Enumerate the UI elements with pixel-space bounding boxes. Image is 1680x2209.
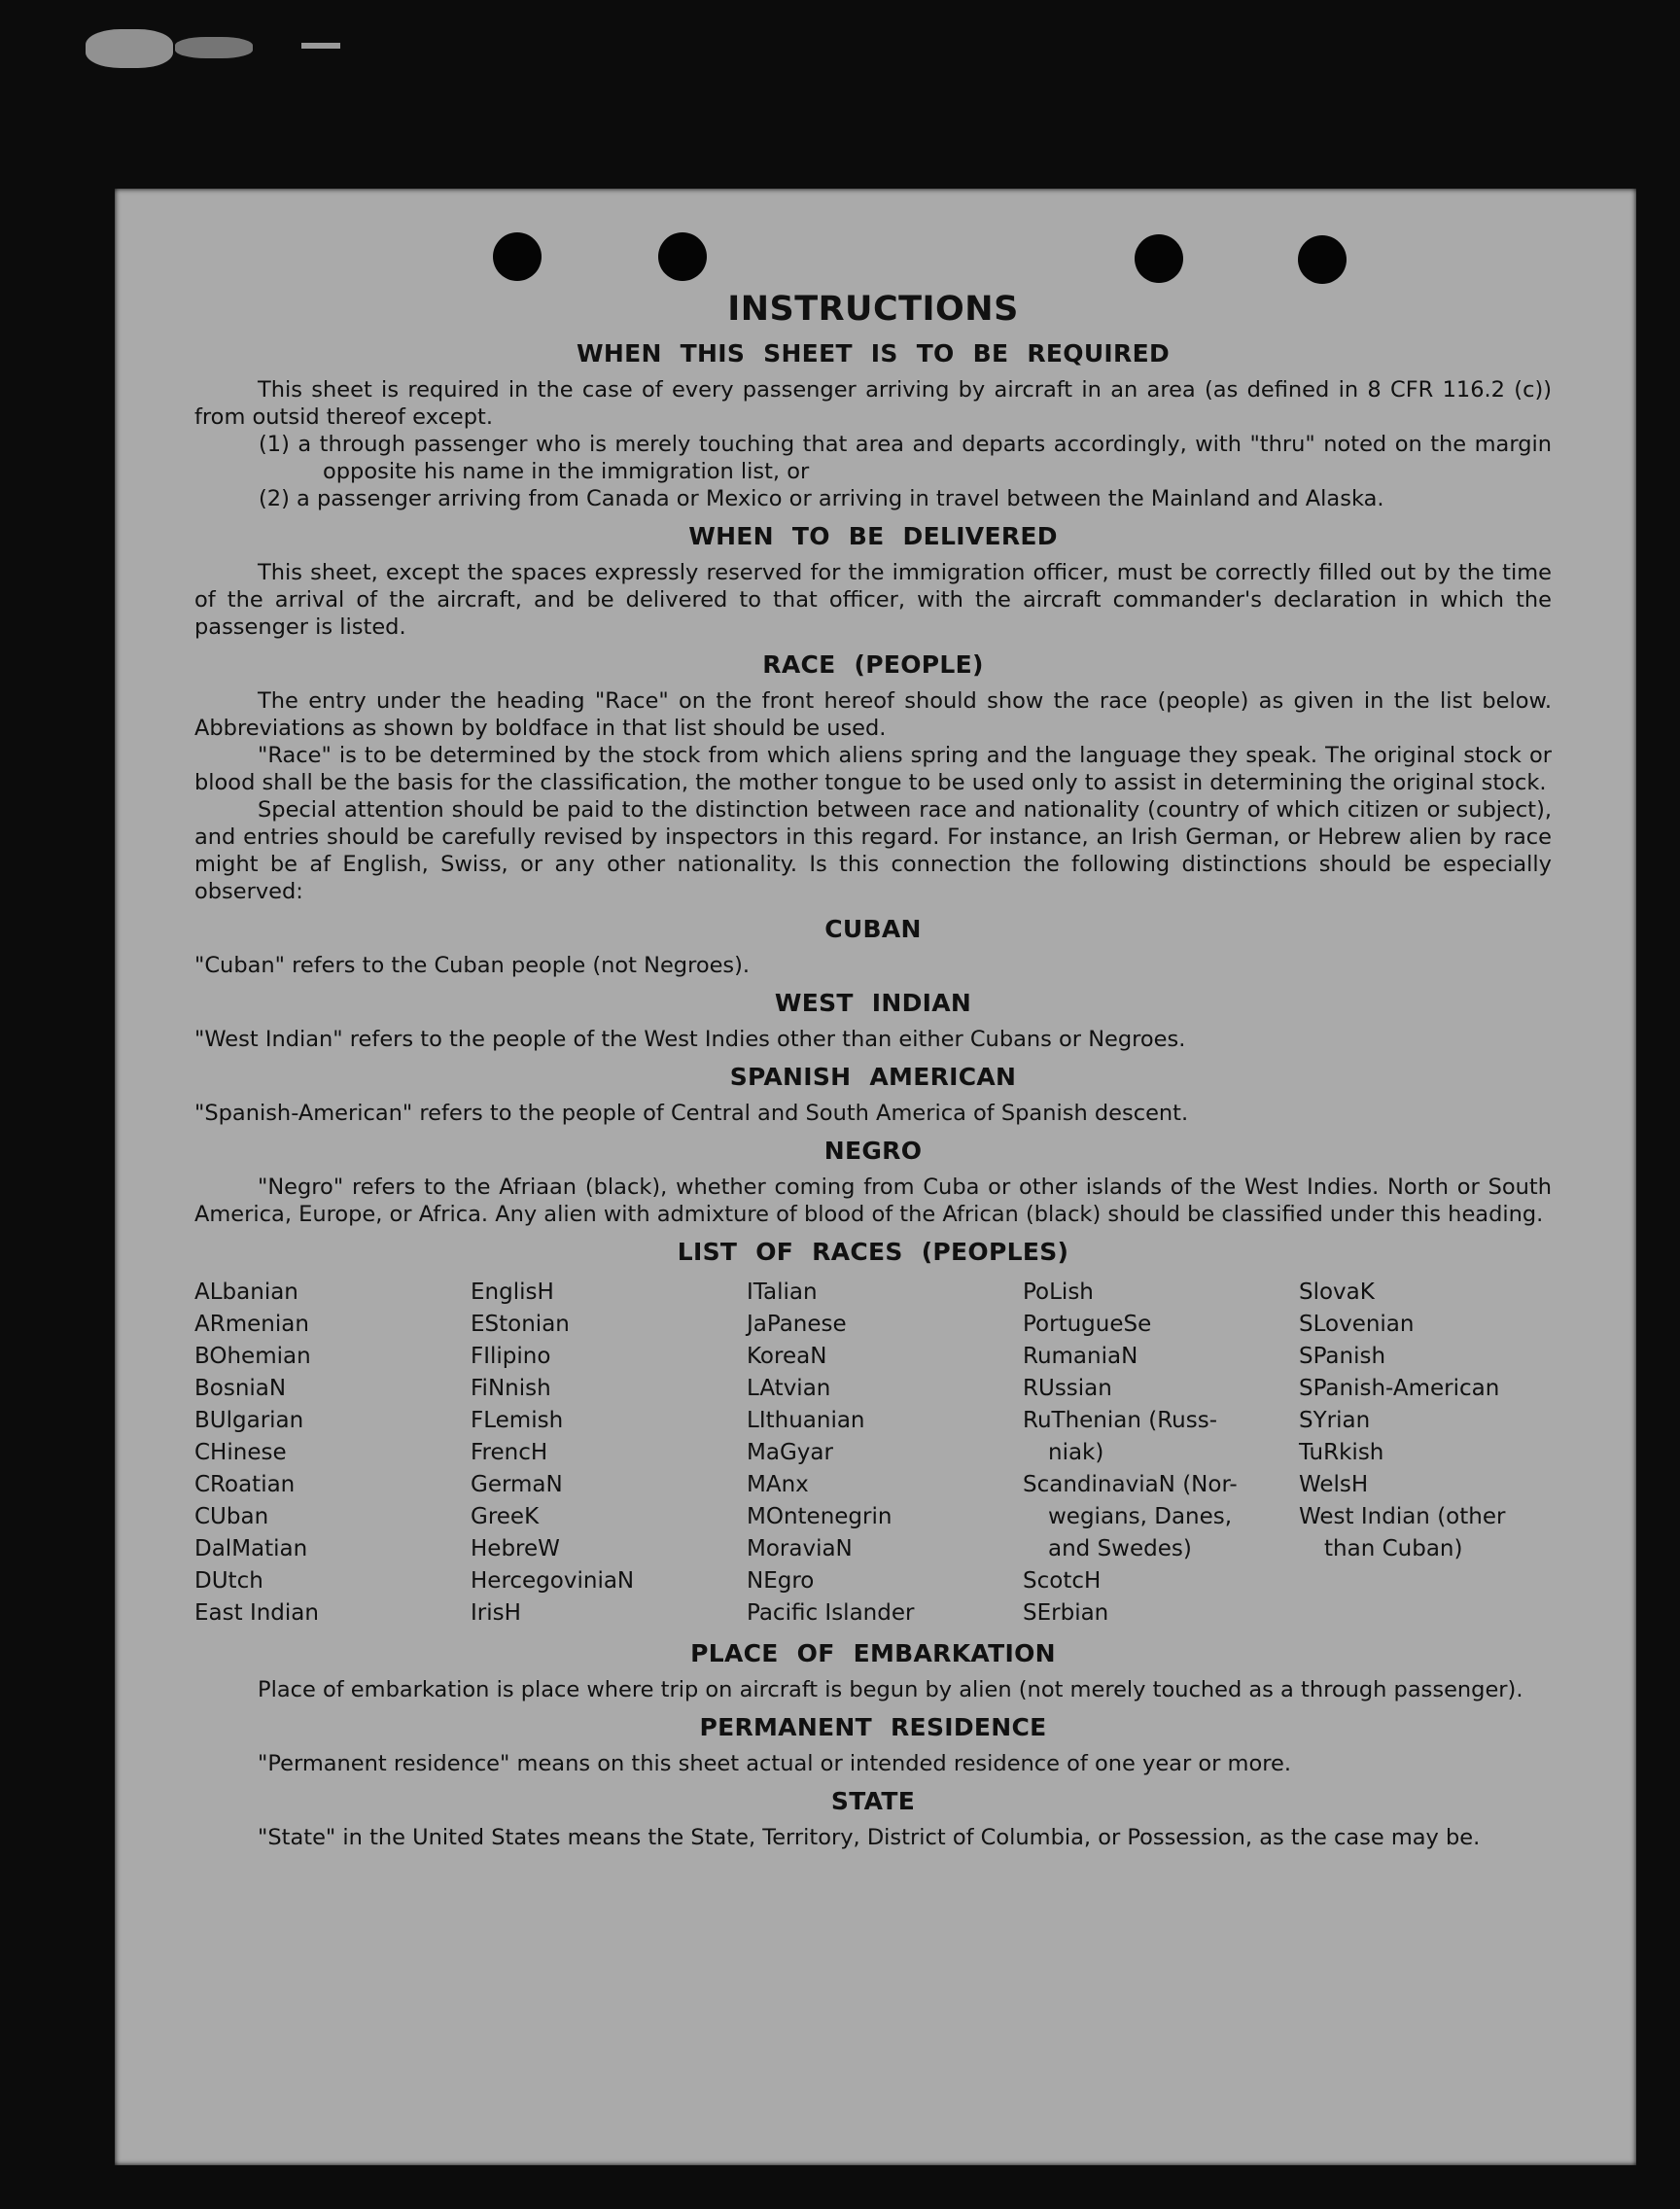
heading-embarkation: PLACE OF EMBARKATION: [690, 1639, 1056, 1667]
race-item: MoraviaN: [747, 1536, 853, 1561]
heading-permanent-residence: PERMANENT RESIDENCE: [699, 1713, 1047, 1741]
race-item: SPanish: [1299, 1344, 1386, 1369]
page-title: INSTRUCTIONS: [727, 290, 1019, 329]
heading-list-of-races: LIST OF RACES (PEOPLES): [677, 1238, 1069, 1266]
film-speck: [86, 29, 173, 68]
race-item: FIlipino: [471, 1344, 551, 1369]
race-item: SLovenian: [1299, 1312, 1415, 1337]
binder-hole: [493, 232, 542, 281]
race-column-1: [194, 1277, 471, 1630]
binder-hole: [1135, 234, 1183, 283]
race-item: MOntenegrin: [747, 1504, 892, 1529]
race-item: JaPanese: [747, 1312, 847, 1337]
paragraph-embarkation: Place of embarkation is place where trip on aircraft is begun by alien (not merely touched as a through passenger).: [258, 1677, 1523, 1702]
race-item: FiNnish: [471, 1376, 551, 1401]
race-item-continuation: than Cuban): [1324, 1536, 1463, 1561]
race-item: ITalian: [747, 1280, 818, 1305]
paragraph-spanish-american: "Spanish-American" refers to the people of Central and South America of Spanish descent.: [194, 1101, 1189, 1126]
heading-state: STATE: [830, 1787, 916, 1815]
race-item-continuation: wegians, Danes,: [1048, 1504, 1233, 1529]
list-item-exception-2: (2) a passenger arriving from Canada or Mexico or arriving in travel between the Mainland and Alaska.: [259, 486, 1384, 511]
race-item: CHinese: [194, 1440, 287, 1465]
race-item: GreeK: [471, 1504, 540, 1529]
race-item: East Indian: [194, 1600, 319, 1626]
paragraph-permanent-residence: "Permanent residence" means on this sheet actual or intended residence of one year or more.: [258, 1751, 1291, 1776]
race-item: HercegoviniaN: [471, 1568, 635, 1594]
race-item: BUlgarian: [194, 1408, 304, 1433]
race-item: RUssian: [1023, 1376, 1112, 1401]
race-item-continuation: and Swedes): [1048, 1536, 1192, 1561]
document-content: [194, 289, 1552, 1851]
race-item: PoLish: [1023, 1280, 1094, 1305]
paragraph-west-indian: "West Indian" refers to the people of the West Indies other than either Cubans or Negroes.: [194, 1027, 1186, 1052]
race-item: FrencH: [471, 1440, 548, 1465]
paragraph-race-2: "Race" is to be determined by the stock from which aliens spring and the language they speak. The original stock or blood shall be the basis for the classification, the mother tongue to be used only to assist in determining the original stock.: [194, 743, 1552, 795]
race-item: SlovaK: [1299, 1280, 1375, 1305]
paragraph-when-required: This sheet is required in the case of every passenger arriving by aircraft in an area (as defined in 8 CFR 116.2 (c)) from outsid thereof except.: [194, 377, 1552, 430]
paragraph-state: "State" in the United States means the State, Territory, District of Columbia, or Possession, as the case may be.: [258, 1825, 1481, 1850]
race-item: ScandinaviaN (Nor-: [1023, 1472, 1238, 1497]
race-item: LIthuanian: [747, 1408, 865, 1433]
race-item: TuRkish: [1299, 1440, 1384, 1465]
paragraph-race-3: Special attention should be paid to the distinction between race and nationality (country of which citizen or subject), and entries should be carefully revised by inspectors in this regard. For instance, an Irish German, or Hebrew alien by race might be af English, Swiss, or any other nationality. Is this connection the following distinctions should be especially observed:: [194, 797, 1552, 904]
race-column-3: [747, 1277, 1023, 1630]
paragraph-cuban: "Cuban" refers to the Cuban people (not Negroes).: [194, 953, 751, 978]
heading-when-delivered: WHEN TO BE DELIVERED: [688, 522, 1058, 550]
race-item: EStonian: [471, 1312, 570, 1337]
film-speck: [175, 37, 253, 58]
heading-race: RACE (PEOPLE): [762, 650, 984, 679]
race-item: Pacific Islander: [747, 1600, 915, 1626]
race-item: LAtvian: [747, 1376, 831, 1401]
heading-cuban: CUBAN: [824, 915, 922, 943]
race-item: IrisH: [471, 1600, 521, 1626]
heading-when-required: WHEN THIS SHEET IS TO BE REQUIRED: [576, 339, 1171, 368]
race-item: DUtch: [194, 1568, 263, 1594]
race-item: West Indian (other: [1299, 1504, 1506, 1529]
race-item: SPanish-American: [1299, 1376, 1500, 1401]
race-item: RuThenian (Russ-: [1023, 1408, 1218, 1433]
race-item: WelsH: [1299, 1472, 1369, 1497]
race-item: GermaN: [471, 1472, 563, 1497]
race-item: CUban: [194, 1504, 269, 1529]
binder-hole: [658, 232, 707, 281]
race-item: EnglisH: [471, 1280, 554, 1305]
list-item-exception-1: (1) a through passenger who is merely touching that area and departs accordingly, with "thru" noted on the margin opposite his name in the immigration list, or: [259, 432, 1552, 484]
race-item: SYrian: [1299, 1408, 1371, 1433]
race-item-continuation: niak): [1048, 1440, 1104, 1465]
race-item: NEgro: [747, 1568, 815, 1594]
race-item: RumaniaN: [1023, 1344, 1138, 1369]
paragraph-race-1: The entry under the heading "Race" on the front hereof should show the race (people) as given in the list below. Abbreviations as shown by boldface in that list should be used.: [194, 688, 1552, 741]
race-item: ALbanian: [194, 1280, 298, 1305]
heading-negro: NEGRO: [823, 1137, 923, 1165]
race-item: MAnx: [747, 1472, 809, 1497]
race-item: ARmenian: [194, 1312, 309, 1337]
race-item: BosniaN: [194, 1376, 287, 1401]
binder-hole: [1298, 235, 1347, 284]
paragraph-when-delivered: This sheet, except the spaces expressly reserved for the immigration officer, must be correctly filled out by the time of the arrival of the aircraft, and be delivered to that officer, with the aircraft commander's declaration in which the passenger is listed.: [194, 560, 1552, 640]
race-item: PortugueSe: [1023, 1312, 1152, 1337]
race-item: MaGyar: [747, 1440, 833, 1465]
heading-west-indian: WEST INDIAN: [774, 989, 972, 1017]
race-column-2: [471, 1277, 747, 1630]
race-item: FLemish: [471, 1408, 564, 1433]
heading-spanish-american: SPANISH AMERICAN: [729, 1063, 1017, 1091]
paragraph-negro: "Negro" refers to the Afriaan (black), whether coming from Cuba or other islands of the West Indies. North or South America, Europe, or Africa. Any alien with admixture of blood of the African (black) should be classified under this heading.: [194, 1175, 1552, 1227]
film-speck: [301, 43, 340, 49]
race-column-5: [1299, 1277, 1552, 1630]
race-item: HebreW: [471, 1536, 560, 1561]
race-item: BOhemian: [194, 1344, 311, 1369]
race-column-4: [1023, 1277, 1299, 1630]
race-list: [194, 1277, 1552, 1630]
race-item: DalMatian: [194, 1536, 308, 1561]
race-item: ScotcH: [1023, 1568, 1102, 1594]
race-item: KoreaN: [747, 1344, 827, 1369]
race-item: CRoatian: [194, 1472, 296, 1497]
race-item: SErbian: [1023, 1600, 1109, 1626]
